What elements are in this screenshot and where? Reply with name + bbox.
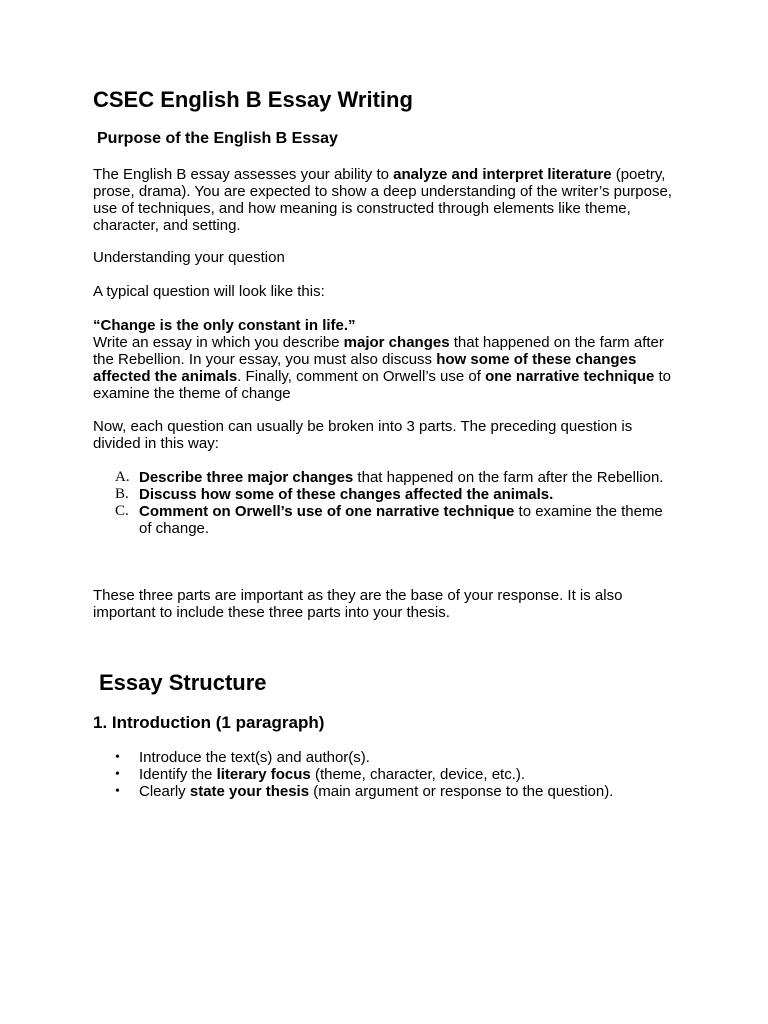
understanding-label: Understanding your question bbox=[93, 249, 285, 266]
text-run: The English B essay assesses your ability to bbox=[93, 166, 394, 183]
page-title: CSEC English B Essay Writing bbox=[93, 87, 413, 112]
bullet-icon: • bbox=[115, 784, 120, 799]
text-run: Introduce the text(s) and author(s). bbox=[139, 749, 370, 766]
bold-run: major changes bbox=[343, 334, 450, 351]
text-run: to examine the theme of change. bbox=[139, 503, 663, 537]
bullet-icon: • bbox=[115, 767, 120, 782]
text-run: . Finally, comment on Orwell’s use of bbox=[237, 368, 486, 385]
bold-run: Describe three major changes bbox=[139, 469, 354, 486]
bold-run: how some of these changes affected the animals bbox=[93, 351, 637, 385]
list-marker: A. bbox=[115, 469, 130, 485]
text-run: (theme, character, device, etc.). bbox=[310, 766, 526, 783]
introduction-bullets bbox=[93, 749, 673, 800]
essay-structure-heading: Essay Structure bbox=[99, 670, 267, 695]
typical-question-label: A typical question will look like this: bbox=[93, 283, 325, 300]
sample-question bbox=[93, 317, 673, 402]
bold-run: one narrative technique bbox=[485, 368, 655, 385]
purpose-paragraph bbox=[93, 166, 673, 234]
list-item bbox=[93, 783, 673, 800]
list-item bbox=[93, 469, 673, 486]
text-run: that happened on the farm after the Rebellion. In your essay, you must also discuss bbox=[93, 334, 664, 368]
text-run: Identify the bbox=[139, 766, 217, 783]
bold-run: state your thesis bbox=[189, 783, 310, 800]
bold-run: literary focus bbox=[216, 766, 311, 783]
list-item bbox=[93, 503, 673, 537]
introduction-heading: 1. Introduction (1 paragraph) bbox=[93, 713, 325, 732]
text-run: (main argument or response to the question). bbox=[309, 783, 614, 800]
bullet-icon: • bbox=[115, 750, 120, 765]
list-marker: B. bbox=[115, 486, 129, 502]
bold-run: Discuss how some of these changes affected the animals. bbox=[139, 486, 554, 503]
text-run: (poetry, prose, drama). You are expected to show a deep understanding of the writer’s purpose, use of techniques, and how meaning is constructed through elements like theme, character, and setting. bbox=[93, 166, 672, 234]
text-run: that happened on the farm after the Rebellion. bbox=[353, 469, 664, 486]
list-item bbox=[93, 766, 673, 783]
text-run: to examine the theme of change bbox=[93, 368, 671, 402]
thesis-paragraph: These three parts are important as they are the base of your response. It is also important to include these three parts into your thesis. bbox=[93, 587, 623, 621]
list-item bbox=[93, 486, 673, 503]
list-item bbox=[93, 749, 673, 766]
bold-run: Comment on Orwell’s use of one narrative technique bbox=[139, 503, 515, 520]
text-run: Write an essay in which you describe bbox=[93, 334, 344, 351]
list-marker: C. bbox=[115, 503, 129, 519]
purpose-heading: Purpose of the English B Essay bbox=[97, 130, 338, 147]
bold-run: analyze and interpret literature bbox=[393, 166, 612, 183]
text-run: Clearly bbox=[139, 783, 190, 800]
question-parts-list bbox=[93, 469, 673, 537]
question-quote: “Change is the only constant in life.” bbox=[93, 317, 356, 334]
question-breakdown-paragraph: Now, each question can usually be broken into 3 parts. The preceding question is divided in this way: bbox=[93, 418, 633, 452]
